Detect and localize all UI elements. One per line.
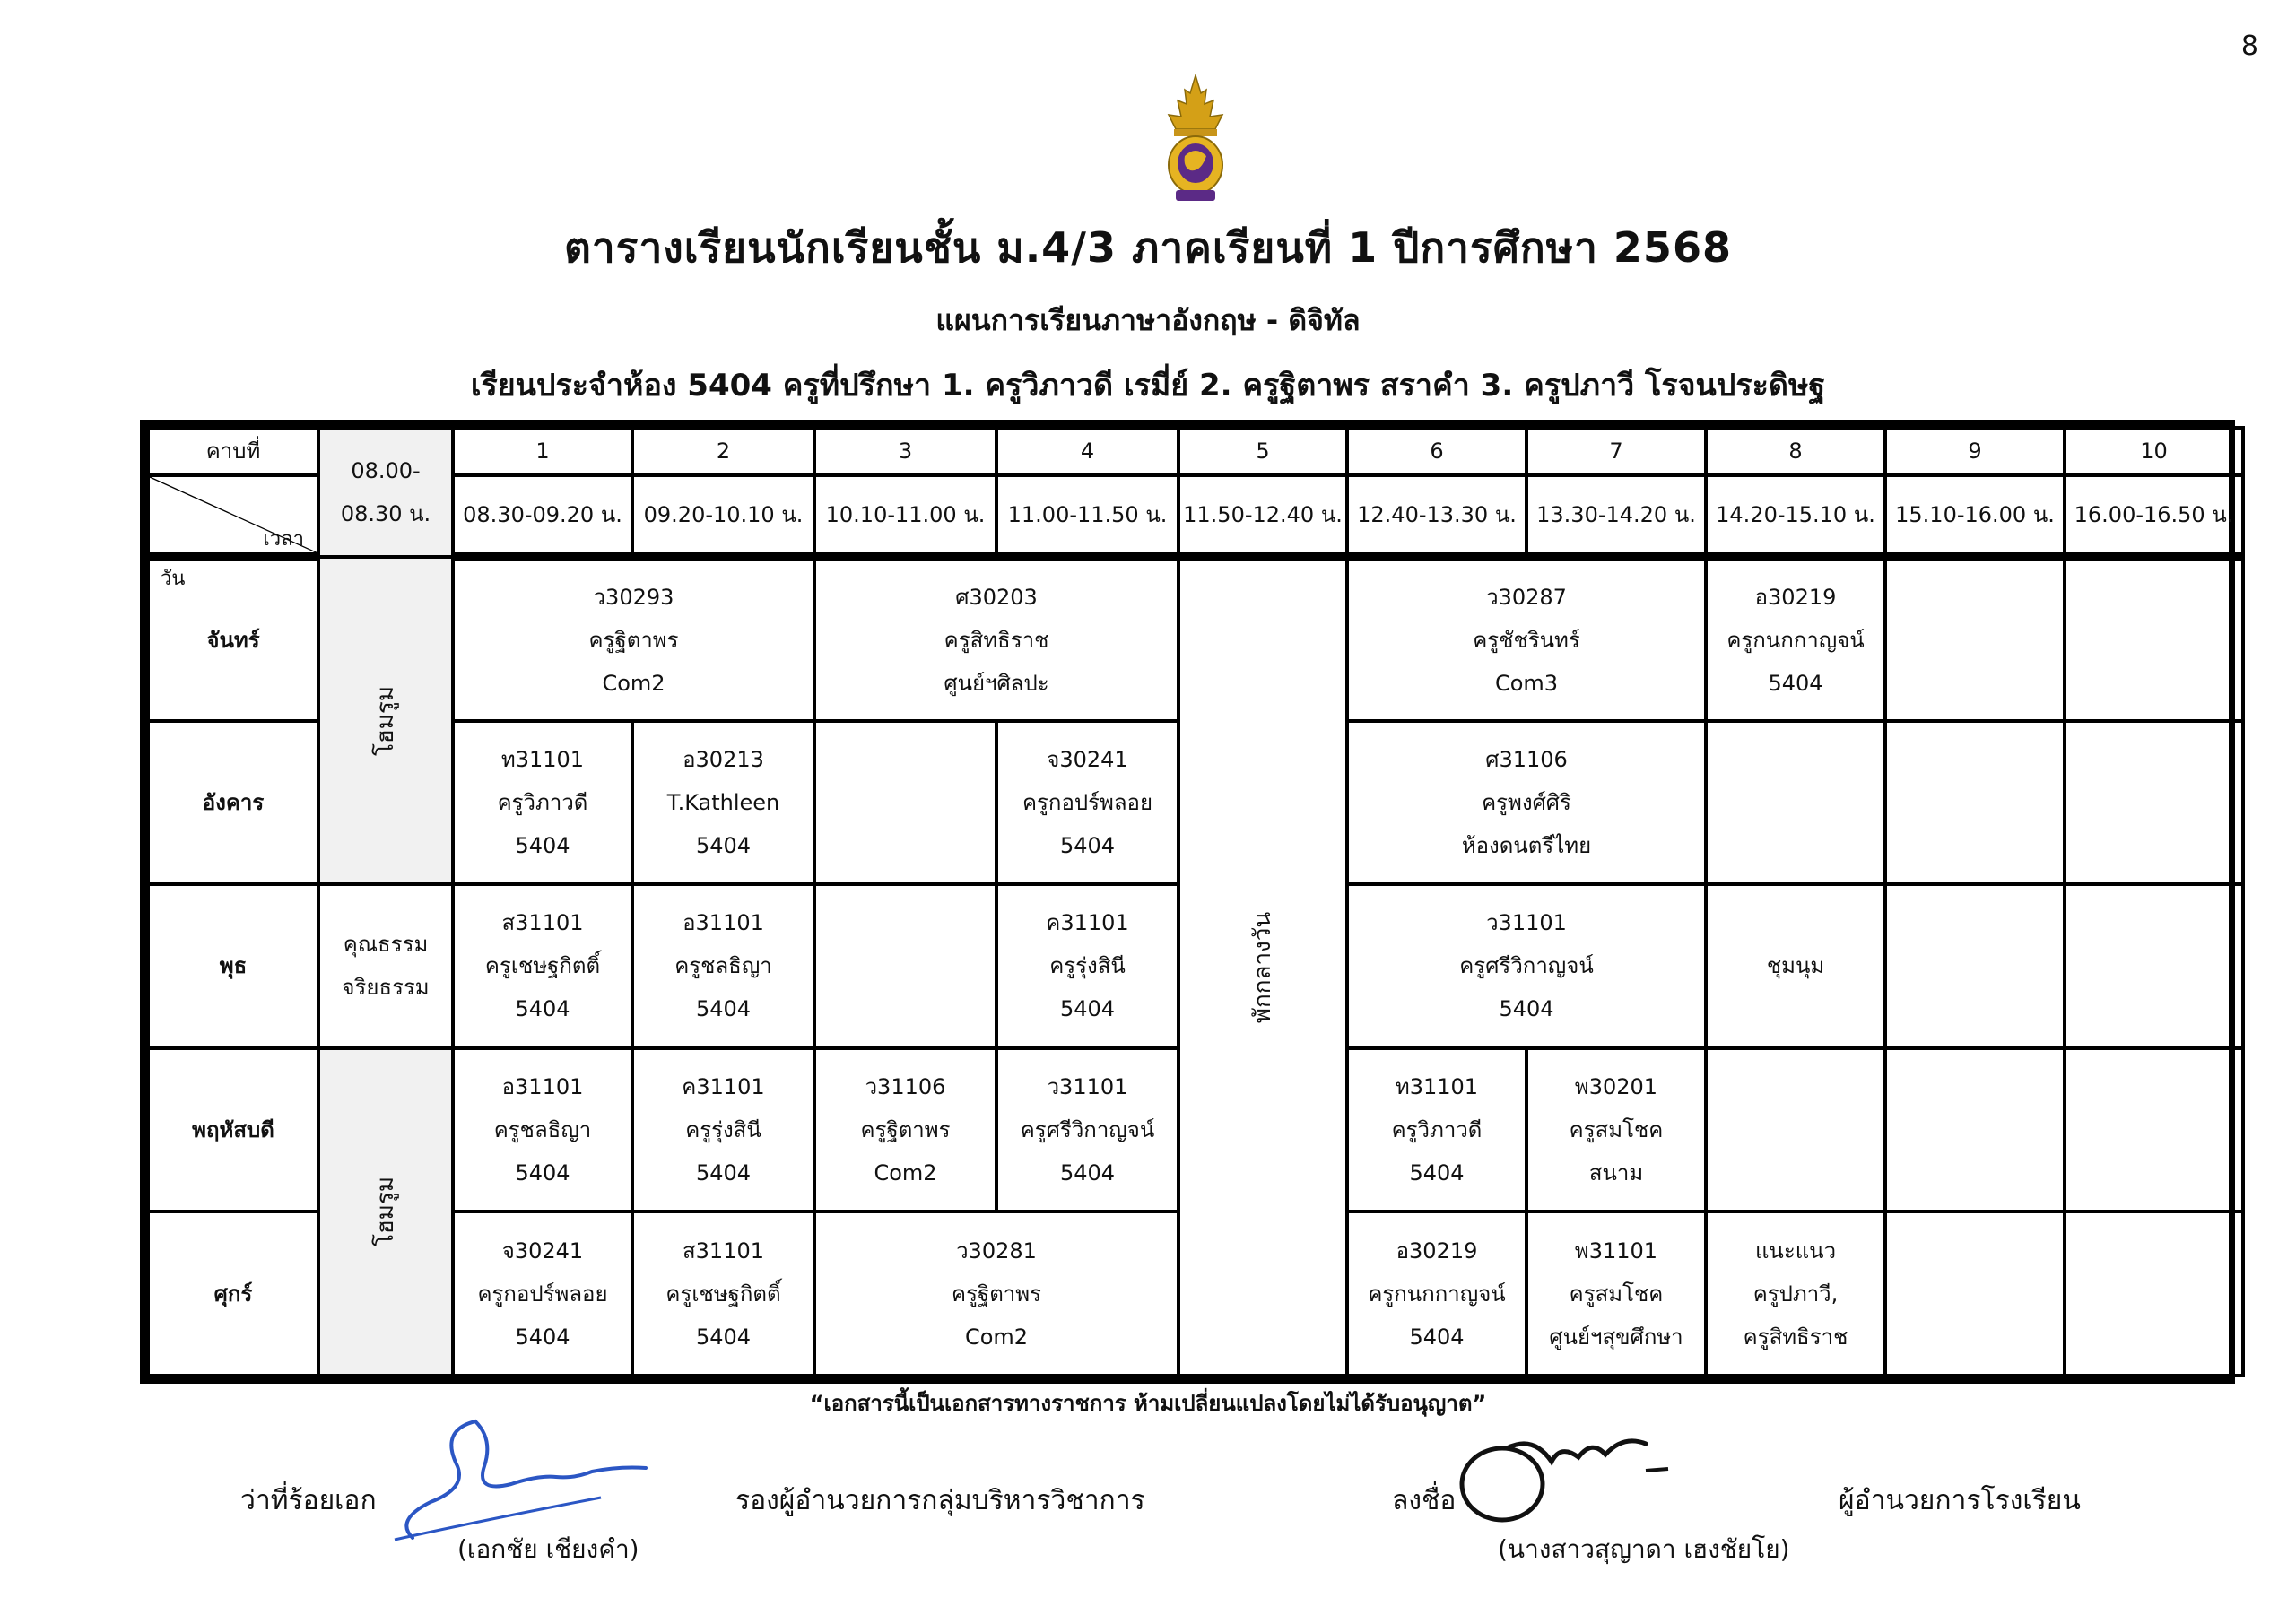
teacher-name: T.Kathleen (666, 789, 780, 815)
lunch-break-cell (1178, 557, 1347, 1376)
empty-cell (1885, 884, 2065, 1048)
study-plan: แผนการเรียนภาษาอังกฤษ - ดิจิทัล (935, 303, 1361, 337)
empty-cell (2065, 557, 2243, 721)
room: ห้องดนตรีไทย (1461, 832, 1592, 858)
page-number: 8 (2240, 30, 2258, 62)
room: 5404 (515, 832, 570, 858)
teacher-name: ครูฐิตาพร (952, 1281, 1041, 1307)
teacher-name: ครูกนกกาญจน์ (1726, 627, 1865, 653)
teacher-name: ครูเชษฐกิตติ์ (484, 953, 601, 979)
room: ครูสิทธิราช (1743, 1324, 1848, 1350)
teacher-name: ครูกอปร์พลอย (1022, 789, 1153, 815)
room: 5404 (695, 1324, 752, 1350)
period-time: 08.30-09.20 น. (453, 475, 632, 557)
room: 5404 (1409, 1160, 1465, 1186)
empty-cell (1706, 721, 1885, 885)
day-label-tuesday: อังคาร (148, 721, 318, 885)
empty-cell (2065, 1048, 2243, 1212)
class-cell (996, 884, 1178, 1048)
room: 5404 (1059, 832, 1116, 858)
course-code: อ30219 (1396, 1238, 1478, 1264)
class-cell (453, 1048, 632, 1212)
course-code: ว31101 (1486, 910, 1567, 936)
class-cell (1347, 721, 1706, 885)
empty-cell (814, 884, 996, 1048)
period-number: 3 (814, 428, 996, 475)
course-code: จ30241 (1047, 746, 1128, 772)
day-label-friday: ศุกร์ (148, 1211, 318, 1376)
school-emblem-icon (1151, 74, 1240, 208)
class-cell (1526, 1048, 1706, 1212)
course-code: ศ30203 (955, 584, 1038, 610)
homeroom-cell (318, 557, 453, 884)
period-time: 16.00-16.50 น. (2065, 475, 2243, 557)
homeroom-label: โฮมรูม (371, 685, 399, 756)
lunch-label: พักกลางวัน (1248, 911, 1276, 1024)
period-time: 10.10-11.00 น. (814, 475, 996, 557)
course-code: ท31101 (1395, 1074, 1479, 1100)
class-cell (1526, 1211, 1706, 1376)
course-code: ว30287 (1486, 584, 1567, 610)
teacher-name: ครูสิทธิราช (944, 627, 1049, 653)
course-code: อ31101 (683, 910, 764, 936)
right-signer-name: (นางสาวสุญาดา เฮงชัยโย) (1498, 1534, 1790, 1564)
room: Com2 (964, 1324, 1029, 1350)
room: 5404 (515, 1324, 570, 1350)
right-signer-position: ผู้อำนวยการโรงเรียน (1839, 1485, 2081, 1516)
course-code: ศ31106 (1485, 746, 1568, 772)
room: 5404 (1059, 996, 1116, 1022)
course-code: อ31101 (501, 1074, 584, 1100)
class-cell (814, 557, 1178, 721)
course-code: พ31101 (1574, 1238, 1658, 1264)
page-title: ตารางเรียนนักเรียนชั้น ม.4/3 ภาคเรียนที่ 1 ปีการศึกษา 2568 (564, 223, 1732, 272)
class-cell (632, 1048, 814, 1212)
period-number: 4 (996, 428, 1178, 475)
room: 5404 (1059, 1160, 1116, 1186)
period-number: 2 (632, 428, 814, 475)
day-label-thursday: พฤหัสบดี (148, 1048, 318, 1212)
corner-period-label: คาบที่ (148, 428, 318, 475)
course-code: ว30281 (956, 1238, 1037, 1264)
empty-cell (1885, 557, 2065, 721)
right-sign-label: ลงชื่อ (1392, 1485, 1457, 1516)
class-cell (814, 1211, 1178, 1376)
empty-cell (1885, 1048, 2065, 1212)
left-signer-rank: ว่าที่ร้อยเอก (240, 1485, 377, 1516)
homeroom-time (318, 428, 453, 557)
teacher-name: ครูศรีวิกาญจน์ (1459, 953, 1594, 979)
period-time: 14.20-15.10 น. (1706, 475, 1885, 557)
room: ศูนย์ฯศิลปะ (944, 670, 1049, 696)
left-signature-icon (377, 1412, 664, 1547)
ethics-label-1: คุณธรรม (343, 932, 429, 958)
class-cell (996, 1048, 1178, 1212)
teacher-name: ครูกอปร์พลอย (477, 1281, 608, 1307)
room: 5404 (515, 1160, 570, 1186)
room: 5404 (695, 832, 752, 858)
advisors-line: เรียนประจำห้อง 5404 ครูที่ปรึกษา 1. ครูวิภาวดี เรมี่ย์ 2. ครูฐิตาพร สราคำ 3. ครูปภาวี โรจนประดิษฐ (470, 368, 1826, 404)
period-number: 7 (1526, 428, 1706, 475)
course-code: อ30219 (1754, 584, 1837, 610)
room: Com2 (602, 670, 665, 696)
room: 5404 (695, 1160, 752, 1186)
teacher-name: ครูพงศ์ศิริ (1482, 789, 1571, 815)
course-code: ค31101 (1046, 910, 1129, 936)
teacher-name: ครูฐิตาพร (860, 1117, 951, 1143)
teacher-name: ครูสมโชค (1569, 1117, 1664, 1143)
class-cell (453, 884, 632, 1048)
class-cell (453, 1211, 632, 1376)
teacher-name: ครูศรีวิกาญจน์ (1020, 1117, 1155, 1143)
corner-day-label: วัน (161, 567, 186, 590)
room: Com3 (1494, 670, 1559, 696)
period-number: 10 (2065, 428, 2243, 475)
ethics-homeroom-cell (318, 884, 453, 1048)
class-cell (453, 721, 632, 885)
period-number: 5 (1178, 428, 1347, 475)
teacher-name: ครูวิภาวดี (1391, 1117, 1483, 1143)
room: 5404 (1499, 996, 1554, 1022)
teacher-name: ครูวิภาวดี (497, 789, 588, 815)
class-cell (1706, 557, 1885, 721)
room: 5404 (695, 996, 752, 1022)
course-code: อ30213 (683, 746, 764, 772)
course-code: ว31101 (1047, 1074, 1128, 1100)
teacher-name: ครูชัชรินทร์ (1473, 627, 1580, 653)
period-time: 11.50-12.40 น. (1178, 475, 1347, 557)
day-label-monday: จันทร์ (148, 557, 318, 721)
timetable (140, 420, 2235, 1384)
course-code: จ30241 (501, 1238, 584, 1264)
class-cell (814, 1048, 996, 1212)
period-time: 09.20-10.10 น. (632, 475, 814, 557)
empty-cell (1885, 1211, 2065, 1376)
class-cell (1347, 557, 1706, 721)
course-code: พ30201 (1574, 1074, 1658, 1100)
teacher-name: ครูชลธิญา (674, 953, 772, 979)
period-time: 11.00-11.50 น. (996, 475, 1178, 557)
room: สนาม (1588, 1160, 1644, 1186)
homeroom-time-end: 08.30 น. (340, 501, 431, 526)
teacher-name: ครูรุ่งสินี (1049, 953, 1126, 979)
course-code: ว31106 (865, 1074, 946, 1100)
left-signer-position: รองผู้อำนวยการกลุ่มบริหารวิชาการ (735, 1485, 1145, 1516)
room: Com2 (874, 1160, 937, 1186)
teacher-name: ครูปภาวี, (1752, 1281, 1839, 1307)
right-signature-icon (1453, 1417, 1686, 1533)
teacher-name: ครูเชษฐกิตติ์ (665, 1281, 781, 1307)
course-code: ว30293 (593, 584, 674, 610)
left-signer-name: (เอกชัย เชียงคำ) (457, 1534, 639, 1564)
class-cell (1706, 1211, 1885, 1376)
teacher-name: ครูสมโชค (1569, 1281, 1664, 1307)
corner-time-label: เวลา (263, 527, 304, 551)
homeroom-label: โฮมรูม (371, 1177, 399, 1247)
official-notice: “เอกสารนี้เป็นเอกสารทางราชการ ห้ามเปลี่ยนแปลงโดยไม่ได้รับอนุญาต” (809, 1391, 1487, 1416)
corner-cell (148, 475, 318, 590)
period-time: 13.30-14.20 น. (1526, 475, 1706, 557)
course-code: ค31101 (682, 1074, 765, 1100)
course-code: แนะแนว (1754, 1238, 1837, 1264)
day-label-wednesday: พุธ (148, 884, 318, 1048)
class-cell (632, 721, 814, 885)
teacher-name: ครูรุ่งสินี (685, 1117, 761, 1143)
class-cell (1347, 1048, 1526, 1212)
period-number: 1 (453, 428, 632, 475)
course-code: ท31101 (500, 746, 585, 772)
class-cell (1347, 884, 1706, 1048)
class-cell (632, 1211, 814, 1376)
empty-cell (2065, 884, 2243, 1048)
club-cell: ชุมนุม (1706, 884, 1885, 1048)
room: 5404 (515, 996, 570, 1022)
class-cell (1347, 1211, 1526, 1376)
homeroom-time-start: 08.00- (351, 458, 421, 483)
period-time: 12.40-13.30 น. (1347, 475, 1526, 557)
period-number: 8 (1706, 428, 1885, 475)
period-time: 15.10-16.00 น. (1885, 475, 2065, 557)
course-code: ส31101 (683, 1238, 764, 1264)
empty-cell (814, 721, 996, 885)
room: ศูนย์ฯสุขศึกษา (1549, 1324, 1683, 1350)
empty-cell (2065, 721, 2243, 885)
room: 5404 (1768, 670, 1823, 696)
homeroom-cell (318, 1048, 453, 1376)
class-cell (996, 721, 1178, 885)
teacher-name: ครูกนกกาญจน์ (1368, 1281, 1506, 1307)
teacher-name: ครูชลธิญา (493, 1117, 592, 1143)
empty-cell (1885, 721, 2065, 885)
period-number: 9 (1885, 428, 2065, 475)
ethics-label-2: จริยธรรม (342, 975, 430, 1001)
period-number: 6 (1347, 428, 1526, 475)
class-cell (632, 884, 814, 1048)
empty-cell (1706, 1048, 1885, 1212)
course-code: ส31101 (501, 910, 584, 936)
room: 5404 (1409, 1324, 1465, 1350)
class-cell (453, 557, 814, 721)
teacher-name: ครูฐิตาพร (588, 627, 679, 653)
empty-cell (2065, 1211, 2243, 1376)
